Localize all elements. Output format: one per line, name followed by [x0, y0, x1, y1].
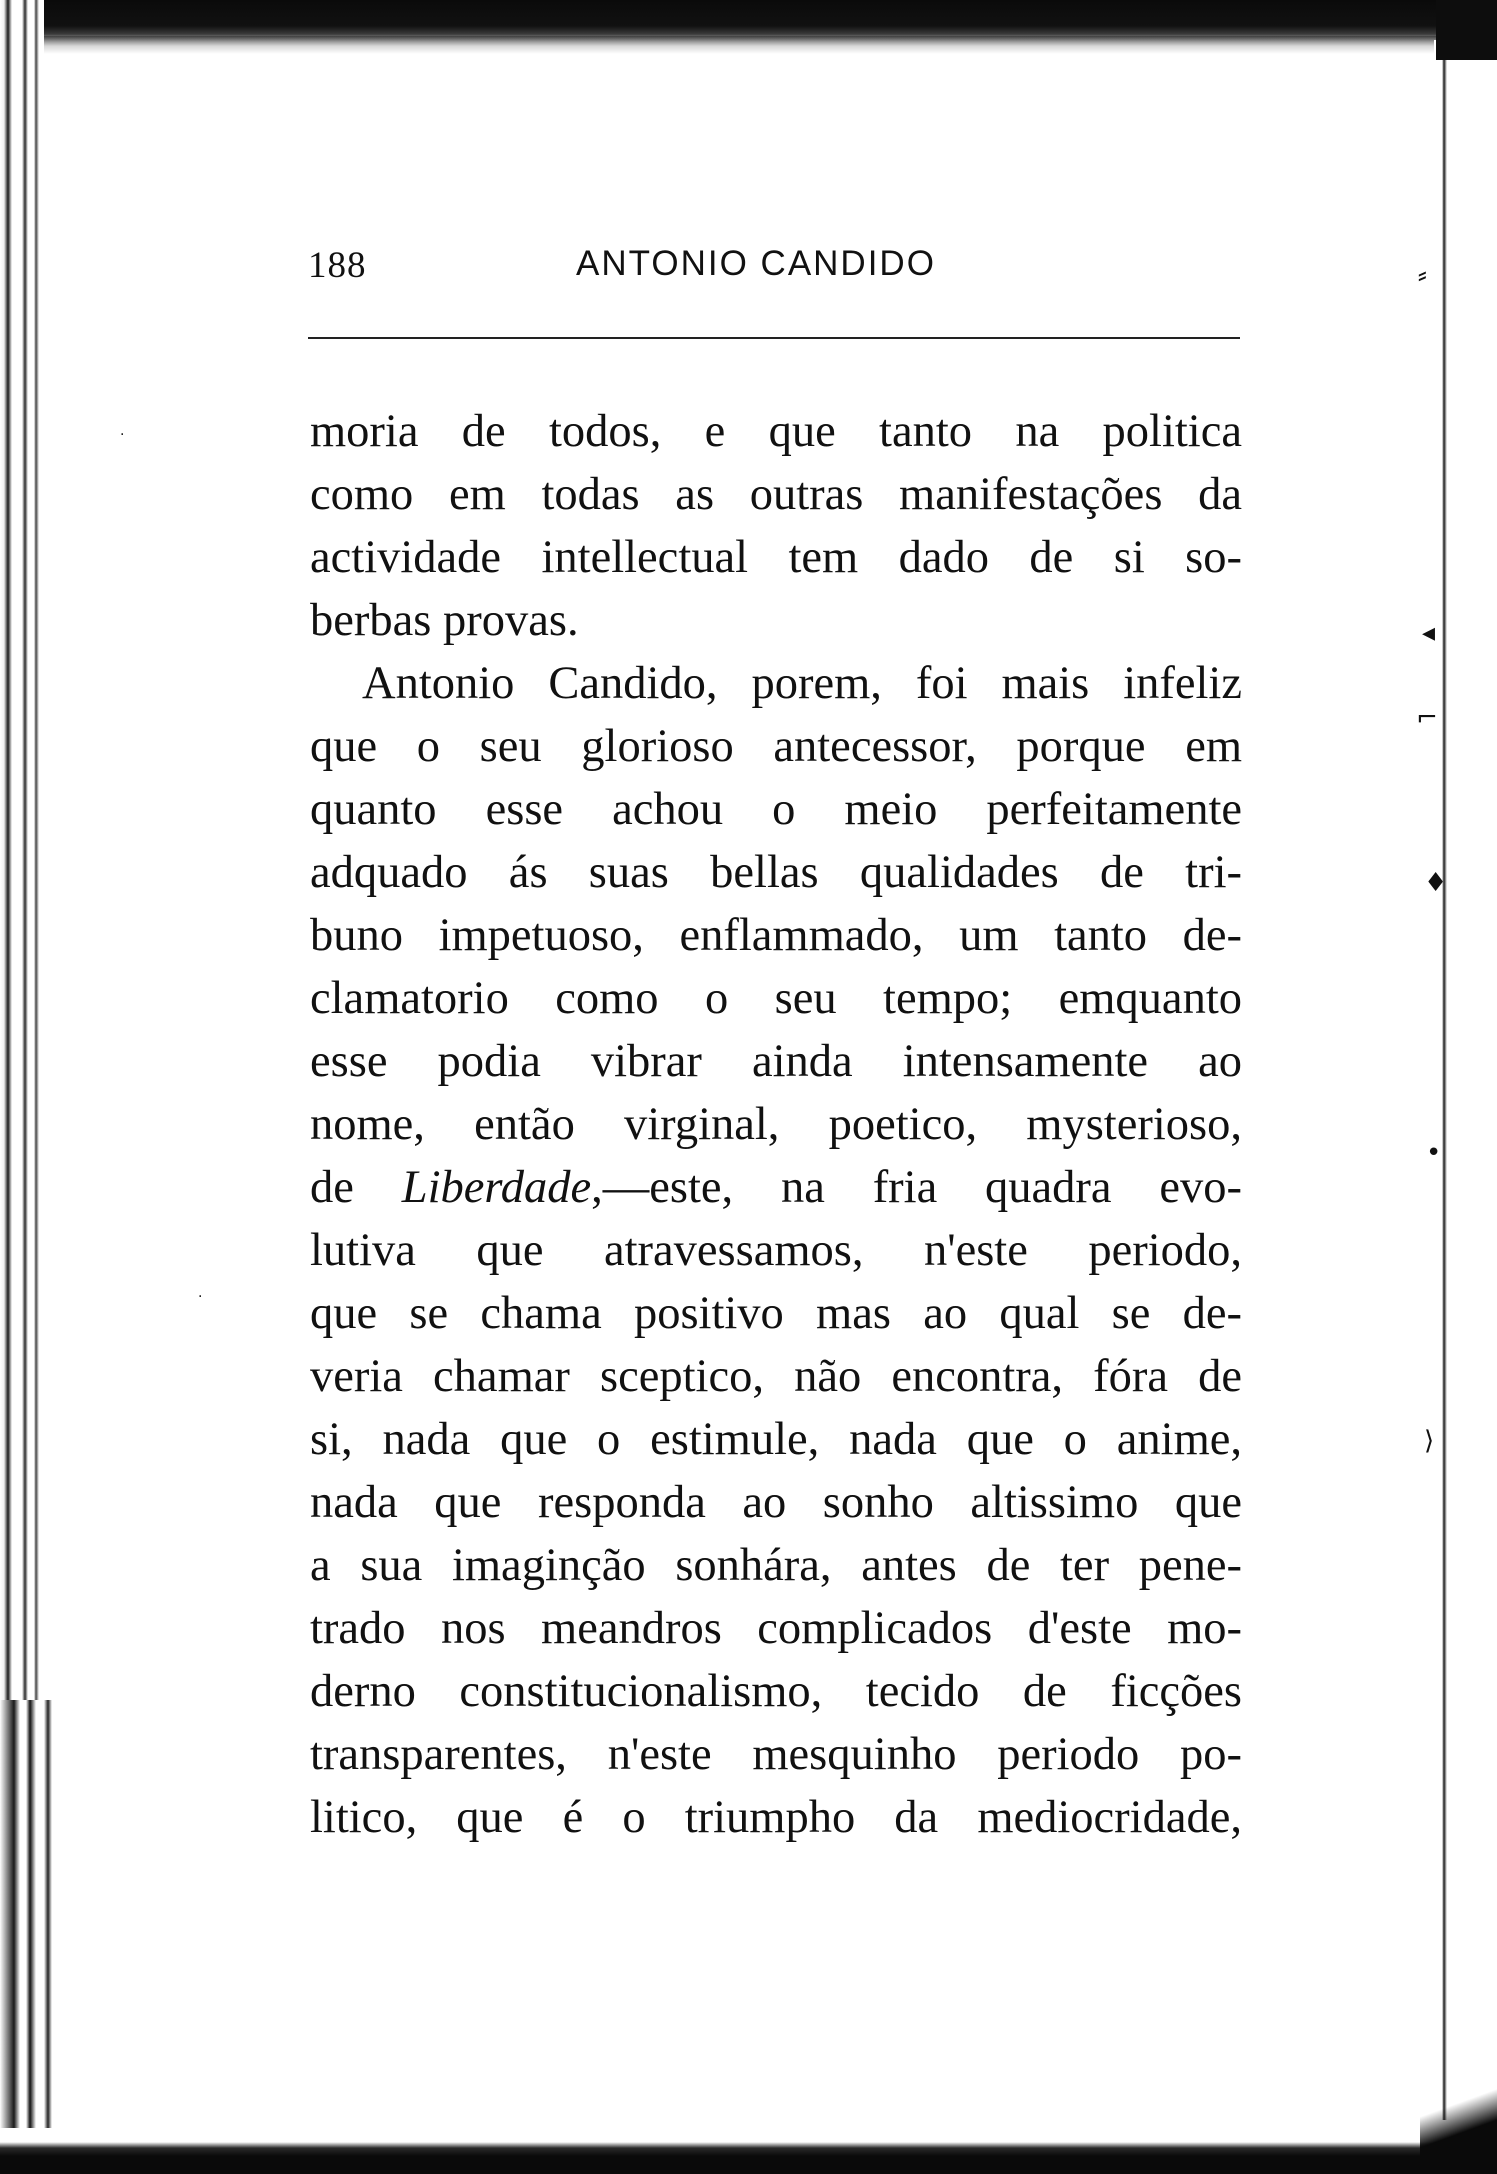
text-line: buno impetuoso, enflammado, um tanto de-: [310, 910, 1242, 961]
header-rule: [308, 337, 1240, 339]
text-line: nada que responda ao sonho altissimo que: [310, 1477, 1242, 1528]
text-line: que se chama positivo mas ao qual se de-: [310, 1288, 1242, 1339]
italic-term: Liberdade: [401, 1162, 592, 1213]
text-line: actividade intellectual tem dado de si so-: [310, 532, 1242, 583]
margin-smudge-icon: ◂: [1422, 618, 1436, 648]
scan-bottom-corner: [1420, 2060, 1497, 2174]
text-line: clamatorio como o seu tempo; emquanto: [310, 973, 1242, 1024]
text-line: si, nada que o estimule, nada que o anime,: [310, 1414, 1242, 1465]
scan-right-edge: [1434, 40, 1497, 2120]
margin-dot-icon: ·: [120, 427, 125, 443]
text-line: Antonio Candido, porem, foi mais infeliz: [362, 658, 1242, 709]
text-line: quanto esse achou o meio perfeitamente: [310, 784, 1242, 835]
margin-smudge-icon: ⟩: [1424, 1426, 1435, 1456]
margin-smudge-icon: ⌐: [1416, 703, 1438, 733]
scan-right-corner: [1436, 0, 1497, 60]
text-line: transparentes, n'este mesquinho periodo po-: [310, 1729, 1242, 1780]
running-header: [308, 244, 1240, 288]
margin-smudge-icon: •: [1426, 1138, 1442, 1168]
body-text: [310, 400, 1242, 1849]
text-line: lutiva que atravessamos, n'este periodo,: [310, 1225, 1242, 1276]
text-line: que o seu glorioso antecessor, porque em: [310, 721, 1242, 772]
text-fragment: de: [310, 1162, 402, 1213]
text-line: adquado ás suas bellas qualidades de tri-: [310, 847, 1242, 898]
text-line: berbas provas.: [310, 595, 579, 646]
text-line: nome, então virginal, poetico, mysterioso,: [310, 1099, 1242, 1150]
margin-dot-icon: ·: [198, 1289, 203, 1305]
running-title: ANTONIO CANDIDO: [576, 244, 936, 283]
page-number: 188: [308, 245, 367, 286]
text-line: esse podia vibrar ainda intensamente ao: [310, 1036, 1242, 1087]
margin-smudge-icon: ⸗: [1418, 260, 1427, 290]
text-line: a sua imaginção sonhára, antes de ter pene-: [310, 1540, 1242, 1591]
text-line: como em todas as outras manifestações da: [310, 469, 1242, 520]
text-fragment: ,—este, na fria quadra evo-: [591, 1162, 1242, 1213]
text-line: litico, que é o triumpho da mediocridade,: [310, 1792, 1242, 1843]
text-line: moria de todos, e que tanto na politica: [310, 406, 1242, 457]
text-line: veria chamar sceptico, não encontra, fóra de: [310, 1351, 1242, 1402]
text-line: trado nos meandros complicados d'este mo-: [310, 1603, 1242, 1654]
scan-top-shadow: [0, 36, 1497, 54]
scan-bottom-edge: [0, 2128, 1497, 2174]
text-line: derno constitucionalismo, tecido de ficções: [310, 1666, 1242, 1717]
scan-left-binding-shadow: [0, 1700, 60, 2174]
text-line: [310, 1156, 1242, 1219]
margin-smudge-icon: ♦: [1424, 868, 1448, 898]
